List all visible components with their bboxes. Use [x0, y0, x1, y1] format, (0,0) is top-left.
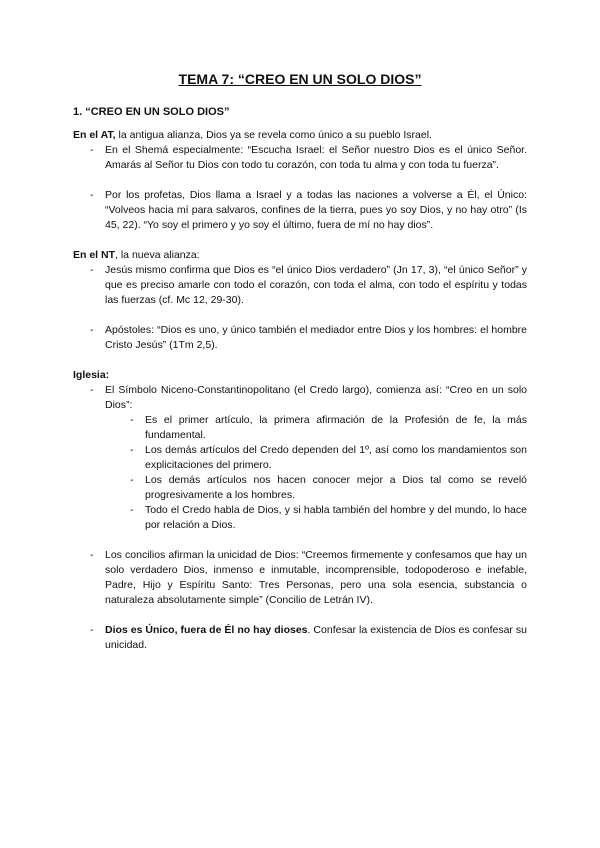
list-item: - Apóstoles: “Dios es uno, y único también el mediador entre Dios y los hombres: el hombre Cristo Jesús” (1Tm 2,5).: [105, 323, 527, 353]
nt-text: , la nueva alianza:: [115, 249, 200, 261]
at-label: En el AT,: [73, 129, 116, 141]
nt-label: En el NT: [73, 249, 116, 261]
at-list: [73, 143, 527, 233]
iglesia-label: Iglesia:: [73, 369, 110, 381]
iglesia-list: [73, 383, 527, 653]
at-text: la antigua alianza, Dios ya se revela como único a su pueblo Israel.: [115, 129, 432, 141]
final-text: . Confesar la existencia de Dios es confesar su unicidad.: [105, 624, 527, 651]
iglesia-paragraph: [73, 368, 527, 383]
sub-list-item: - Los demás artículos del Credo dependen del 1º, así como los mandamientos son explicitaciones del primero.: [145, 443, 527, 473]
spacer: [73, 353, 527, 368]
sub-list-item: - Todo el Credo habla de Dios, y si habla también del hombre y del mundo, lo hace por relación a Dios.: [145, 503, 527, 533]
list-item: [105, 383, 527, 533]
sub-list-item: - Es el primer artículo, la primera afirmación de la Profesión de fe, la más fundamental.: [145, 413, 527, 443]
list-item: - En el Shemá especialmente: “Escucha Israel: el Señor nuestro Dios es el único Señor. Amarás al Señor tu Dios con todo tu corazón, con toda tu alma y con toda tu fuerza”.: [105, 143, 527, 173]
spacer: [73, 233, 527, 248]
list-item: - Por los profetas, Dios llama a Israel y a todas las naciones a volverse a Él, el Único: “Volveos hacia mí para salvaros, confines de la tierra, pues yo soy Dios, y no hay otro” (Is 45, 22). “Yo soy el primero y yo soy el último, fuera de mí no hay dios”.: [105, 188, 527, 233]
symbol-intro: El Símbolo Niceno-Constantinopolitano (el Credo largo), comienza así: “Creo en un solo Dios”:: [105, 384, 527, 411]
section-heading: 1. “CREO EN UN SOLO DIOS”: [73, 106, 230, 118]
document-body: [73, 128, 527, 653]
sub-list-item: - Los demás artículos nos hacen conocer mejor a Dios tal como se reveló progresivamente a los hombres.: [145, 473, 527, 503]
final-bold: Dios es Único, fuera de Él no hay dioses: [105, 624, 308, 636]
list-item: [105, 623, 527, 653]
list-item: - Jesús mismo confirma que Dios es “el único Dios verdadero” (Jn 17, 3), “el único Señor” y que es preciso amarle con todo el corazón, con toda el alma, con todo el espíritu y todas las fuerzas (cf. Mc 12, 29-30).: [105, 263, 527, 308]
symbol-points: [105, 413, 527, 533]
at-paragraph: [73, 128, 527, 143]
document-title: TEMA 7: “CREO EN UN SOLO DIOS”: [178, 71, 422, 87]
nt-paragraph: [73, 248, 527, 263]
nt-list: [73, 263, 527, 353]
list-item: - Los concilios afirman la unicidad de Dios: “Creemos firmemente y confesamos que hay un solo verdadero Dios, inmenso e inmutable, incomprensible, todopoderoso e inefable, Padre, Hijo y Espíritu Santo: Tres Personas, pero una sola esencia, substancia o naturaleza absolutamente simple” (Concilio de Letrán IV).: [105, 548, 527, 608]
